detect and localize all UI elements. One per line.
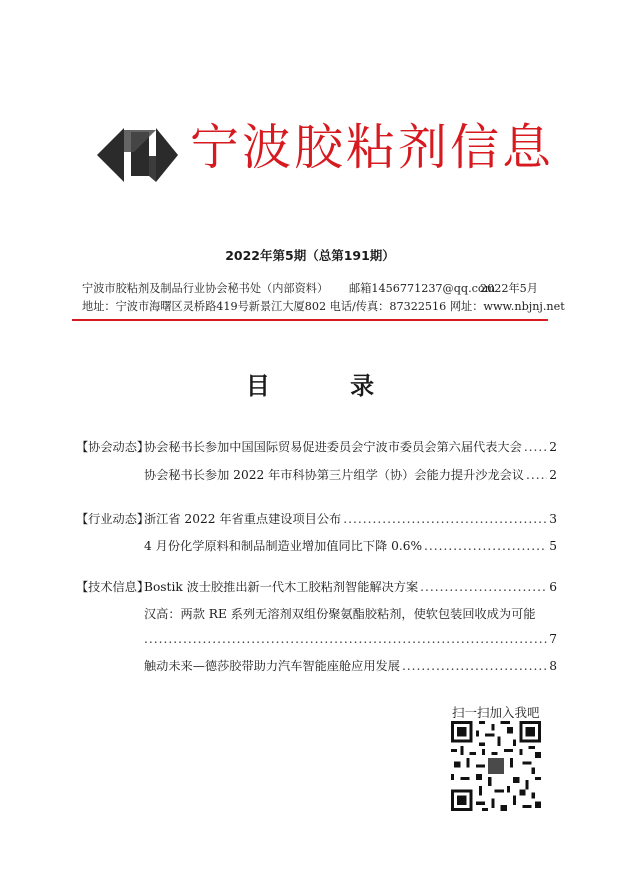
category-association-news: 【协会动态】: [76, 440, 150, 454]
toc-entry[interactable]: [144, 438, 557, 455]
toc-entry[interactable]: [144, 578, 557, 595]
toc-entry-title: Bostik 波士胶推出新一代木工胶粘剂智能解决方案: [144, 580, 419, 594]
toc-heading: 目 录: [245, 371, 411, 400]
toc-entry-page: 2: [549, 440, 557, 454]
toc-entry-title: 4 月份化学原料和制品制造业增加值同比下降 0.6%: [144, 539, 423, 553]
toc-entry-continuation: [144, 632, 557, 646]
toc-entry-page: 2: [549, 468, 557, 482]
publisher-email: 邮箱1456771237@qq.com: [349, 282, 496, 295]
toc-entry-page: 7: [549, 632, 557, 646]
toc-entry-title: 浙江省 2022 年省重点建设项目公布: [144, 512, 342, 526]
toc-entry-page: 3: [549, 512, 557, 526]
header-rule: [72, 319, 548, 321]
toc-entry[interactable]: [144, 466, 557, 483]
publisher-date: 2022年5月: [480, 282, 538, 295]
masthead-title: 宁波胶粘剂信息: [190, 119, 555, 176]
toc-leader: [144, 632, 549, 646]
toc-entry-title: 触动未来—德莎胶带助力汽车智能座舱应用发展: [144, 659, 400, 673]
toc-entry-title: 汉高：两款 RE 系列无溶剂双组份聚氨酯胶粘剂，使软包装回收成为可能: [144, 607, 536, 621]
toc-entry[interactable]: [144, 657, 557, 674]
toc-leader: [424, 539, 547, 553]
company-logo-icon: [94, 122, 180, 186]
toc-entry-page: 5: [549, 539, 557, 553]
publisher-contact: 地址：宁波市海曙区灵桥路419号新景江大厦802 电话/传真：87322516 网址：www.nbjnj.net: [82, 300, 565, 313]
toc-leader: [524, 440, 547, 454]
toc-entry-multiline[interactable]: [144, 605, 557, 622]
toc-entry-page: 6: [549, 580, 557, 594]
toc-leader: [526, 468, 547, 482]
publisher-org: 宁波市胶粘剂及制品行业协会秘书处（内部资料）: [82, 282, 329, 295]
qr-label: 扫一扫加入我吧: [452, 705, 540, 720]
toc-entry[interactable]: [144, 510, 557, 527]
category-industry-news: 【行业动态】: [76, 512, 150, 526]
qr-code-icon[interactable]: [451, 721, 541, 811]
toc-entry[interactable]: [144, 537, 557, 554]
category-tech-info: 【技术信息】: [76, 580, 150, 594]
issue-number: 2022年第5期（总第191期）: [225, 248, 395, 263]
toc-leader: [343, 512, 547, 526]
toc-leader: [402, 659, 547, 673]
toc-entry-page: 8: [549, 659, 557, 673]
toc-entry-title: 协会秘书长参加 2022 年市科协第三片组学（协）会能力提升沙龙会议: [144, 468, 525, 482]
toc-leader: [420, 580, 547, 594]
toc-entry-title: 协会秘书长参加中国国际贸易促进委员会宁波市委员会第六届代表大会: [144, 440, 522, 454]
